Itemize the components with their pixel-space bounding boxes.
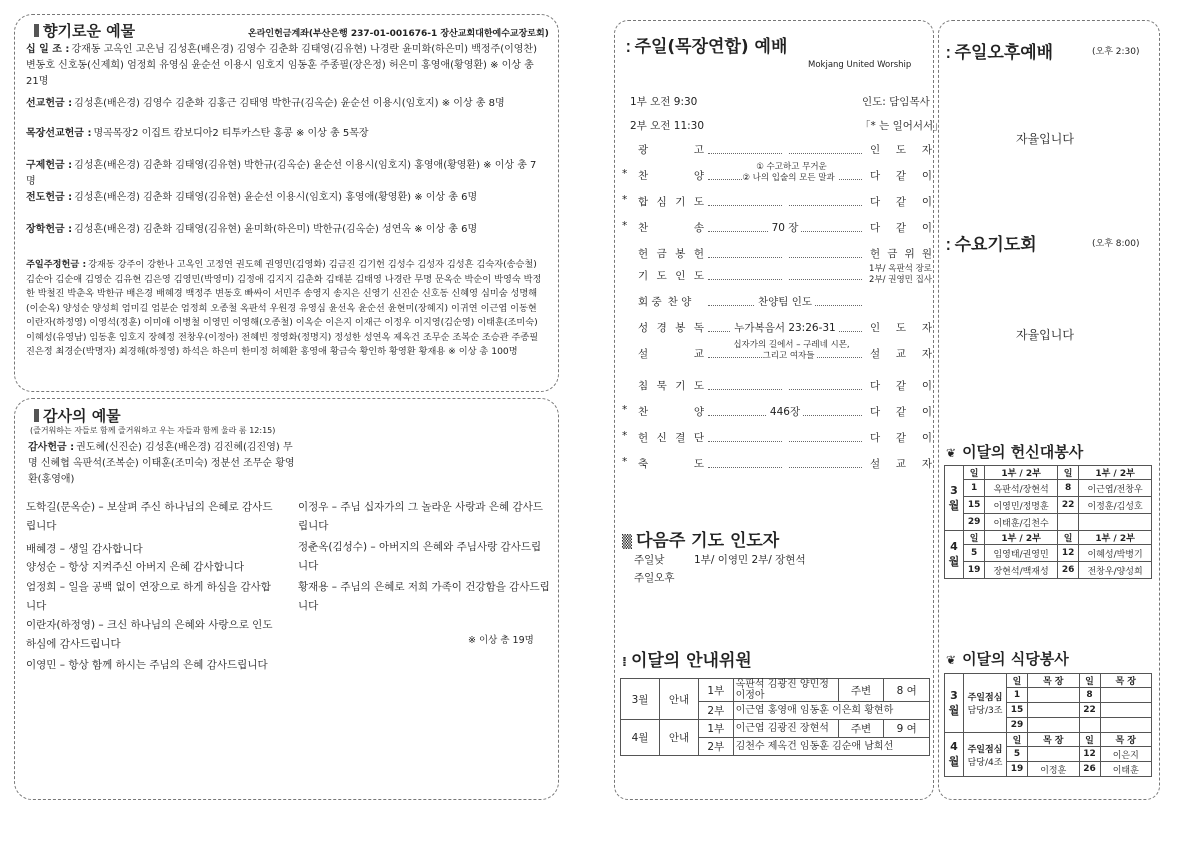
afternoon-time: (오후 2:30) bbox=[1092, 47, 1140, 57]
offering-item-label: 목장선교헌금 : bbox=[26, 128, 92, 139]
thanks-note: 정춘옥(김성수) – 아버지의 은혜와 주님사랑 감사드립니다 bbox=[298, 541, 542, 572]
service-time2: 2부 오전 11:30 bbox=[630, 120, 705, 132]
offering-item bbox=[26, 190, 546, 206]
worship-detail bbox=[708, 320, 862, 335]
devotion-row bbox=[945, 562, 1152, 579]
leaf-icon: ❦ bbox=[946, 653, 957, 667]
worship-item: 침 묵 기 도 bbox=[638, 380, 704, 392]
kitchen-group: 이은지 bbox=[1100, 747, 1152, 762]
kitchen-sub-text: 담당/3조 bbox=[967, 706, 1003, 716]
worship-leader: 1부/ 옥판석 장로 2부/ 권영민 집사 bbox=[869, 264, 932, 285]
kitchen-col-header: 목 장 bbox=[1100, 674, 1152, 688]
offering-item-label: 선교헌금 : bbox=[26, 98, 73, 109]
devotion-day: 15 bbox=[964, 497, 985, 514]
offering-item-text: 김성흔(배은경) 김영수 김춘화 김홍근 김태영 박한규(김옥순) 윤순선 이용시(임호지) ※ 이상 총 8명 bbox=[74, 98, 505, 109]
offering-item-label: 전도헌금 : bbox=[26, 192, 73, 203]
hatch-icon: ⁞ bbox=[622, 655, 627, 670]
wednesday-title-text: 수요기도회 bbox=[954, 235, 1037, 255]
ushers-part: 2부 bbox=[699, 702, 734, 720]
ushers-role: 안내 bbox=[660, 679, 699, 720]
service-title bbox=[626, 32, 787, 57]
offering-title-text: 향기로운 예물 bbox=[43, 22, 136, 40]
devotion-day bbox=[1057, 514, 1078, 531]
ushers-title bbox=[622, 646, 752, 671]
worship-leader: 다 같 이 bbox=[870, 170, 932, 182]
devotion-names: 장현석/백재성 bbox=[985, 562, 1058, 579]
devotion-row bbox=[945, 497, 1152, 514]
title-bar-icon bbox=[34, 409, 39, 422]
offering-item-text: 김성흔(배은경) 김춘화 김태영(김유현) 박한규(김옥순) 윤순선 이용시(임호지) 홍영애(황영환) ※ 이상 총 7명 bbox=[26, 160, 537, 187]
dots-icon: ⁚ bbox=[626, 41, 631, 55]
kitchen-header bbox=[945, 674, 1152, 688]
worship-detail-text bbox=[782, 142, 788, 154]
kitchen-group bbox=[1100, 688, 1152, 703]
hatch-icon: ▒ bbox=[622, 535, 632, 550]
worship-detail bbox=[728, 162, 852, 184]
kitchen-group bbox=[1028, 718, 1080, 733]
worship-leader: 다 같 이 bbox=[870, 406, 932, 418]
worship-detail bbox=[708, 456, 862, 468]
worship-leader: 인 도 자 bbox=[870, 144, 932, 156]
worship-row bbox=[622, 162, 932, 192]
worship-detail-text: 누가복음서 23:26-31 bbox=[731, 322, 838, 334]
offering-item bbox=[26, 258, 546, 360]
worship-leader: 다 같 이 bbox=[870, 432, 932, 444]
devotion-title-text: 이달의 헌신대봉사 bbox=[962, 443, 1084, 461]
worship-detail bbox=[708, 430, 862, 442]
kitchen-day: 1 bbox=[1007, 688, 1028, 703]
kitchen-day: 5 bbox=[1007, 747, 1028, 762]
thanks-note: 이란자(하정영) – 크신 하나님의 은혜와 사랑으로 인도하심에 감사드립니다 bbox=[26, 619, 273, 650]
kitchen-day: 26 bbox=[1079, 762, 1100, 777]
offering-item bbox=[26, 126, 546, 142]
next-leaders-title bbox=[622, 526, 779, 551]
worship-detail bbox=[708, 378, 862, 390]
worship-detail-text bbox=[782, 430, 788, 442]
dots-icon: ⁚ bbox=[946, 47, 951, 61]
worship-detail-text: 70 장 bbox=[769, 222, 802, 234]
kitchen-sub-text: 담당/4조 bbox=[967, 757, 1003, 768]
kitchen-day: 8 bbox=[1079, 688, 1100, 703]
worship-item-text: 찬 양 bbox=[667, 296, 692, 308]
thanks-note: 양성순 – 항상 지켜주신 아버지 은혜 감사합니다 bbox=[26, 561, 244, 573]
kitchen-month: 4월 bbox=[945, 733, 964, 777]
kitchen-title-text: 이달의 식당봉사 bbox=[962, 650, 1069, 668]
offering-item bbox=[26, 222, 546, 238]
kitchen-day: 12 bbox=[1079, 747, 1100, 762]
devotion-day: 22 bbox=[1057, 497, 1078, 514]
ushers-names: 김천수 제옥건 임동훈 김순애 남희선 bbox=[733, 738, 929, 756]
ushers-part: 2부 bbox=[699, 738, 734, 756]
devotion-month: 4월 bbox=[945, 531, 964, 579]
worship-item: 광 고 bbox=[638, 144, 704, 156]
kitchen-label bbox=[964, 733, 1007, 777]
offering-item-text: 강재동 고옥인 고은님 김성흔(배은경) 김영수 김춘화 김태영(김유현) 나경란 윤미화(하은미) 백정주(이영찬) 변동호 신호동(신제희) 엄정희 유영심 윤순선 이용시 임호지 임동훈 주종필(장은정) 허은미 홍영애(황영환) ※ 이상 총 21명 bbox=[26, 44, 537, 87]
thanks-note: 이영민 – 항상 함께 하시는 주님의 은혜 감사드립니다 bbox=[26, 659, 268, 671]
thanks-givers bbox=[28, 440, 298, 488]
ushers-part: 1부 bbox=[699, 679, 734, 702]
dots-icon: ⁚ bbox=[946, 239, 951, 253]
devotion-month: 3월 bbox=[945, 466, 964, 531]
devotion-col-header: 일 bbox=[1057, 466, 1078, 480]
worship-leader: 인 도 자 bbox=[870, 322, 932, 334]
kitchen-day: 15 bbox=[1007, 703, 1028, 718]
worship-item: 헌 신 결 단 bbox=[638, 432, 704, 444]
kitchen-group bbox=[1100, 718, 1152, 733]
ushers-row bbox=[621, 720, 930, 738]
thanks-label: 감사헌금 : bbox=[28, 442, 75, 453]
worship-row bbox=[622, 220, 932, 244]
ushers-week-count: 9 여 bbox=[884, 720, 930, 738]
service-leader: 인도: 담임목사 bbox=[862, 96, 930, 108]
kitchen-col-header: 목 장 bbox=[1028, 674, 1080, 688]
worship-leader: 다 같 이 bbox=[870, 380, 932, 392]
devotion-names: 이혜성/박병기 bbox=[1079, 545, 1152, 562]
offering-item-text: 명곡목장2 이집트 캄보디아2 티투카스탄 홍콩 ※ 이상 총 5목장 bbox=[93, 128, 369, 139]
thanks-note: 이정우 – 주님 십자가의 그 놀라운 사랑과 은혜 감사드립니다 bbox=[298, 501, 543, 532]
ushers-week-count: 8 여 bbox=[884, 679, 930, 702]
worship-detail bbox=[708, 142, 862, 154]
afternoon-title bbox=[946, 38, 1053, 63]
thanks-givers-text: 권도혜(신진순) 김성흔(배은경) 김진혜(김진영) 무명 신혜협 옥판석(조복순) 이태훈(조미숙) 정분선 조무순 황영환(홍영애) bbox=[28, 442, 295, 485]
afternoon-text: 자율입니다 bbox=[1016, 132, 1074, 146]
ushers-names: 옥판석 김광진 양민정 이정아 bbox=[733, 679, 838, 702]
devotion-col-header: 1부 / 2부 bbox=[985, 466, 1058, 480]
devotion-names: 옥판석/장현석 bbox=[985, 480, 1058, 497]
kitchen-group: 이태훈 bbox=[1100, 762, 1152, 777]
kitchen-group bbox=[1028, 747, 1080, 762]
kitchen-col-header: 일 bbox=[1007, 733, 1028, 747]
worship-detail-text: 찬양팀 인도 bbox=[755, 296, 815, 308]
next-pm-label: 주일오후 bbox=[634, 572, 675, 584]
kitchen-day: 29 bbox=[1007, 718, 1028, 733]
ushers-role: 안내 bbox=[660, 720, 699, 756]
offering-item-label: 장학헌금 : bbox=[26, 224, 73, 235]
ushers-names: 이근엽 홍영애 임동훈 이은희 황현하 bbox=[733, 702, 929, 720]
ushers-row bbox=[621, 679, 930, 702]
worship-item: 기 도 인 도 bbox=[638, 270, 704, 282]
next-title-text: 다음주 기도 인도자 bbox=[636, 531, 780, 551]
offering-item bbox=[26, 96, 546, 112]
kitchen-day: 19 bbox=[1007, 762, 1028, 777]
worship-item: 설 교 bbox=[638, 348, 704, 360]
devotion-col-header: 1부 / 2부 bbox=[1079, 466, 1152, 480]
ushers-names: 이근엽 김광진 장현석 bbox=[733, 720, 838, 738]
kitchen-table bbox=[944, 673, 1152, 777]
devotion-col-header: 일 bbox=[964, 531, 985, 545]
stand-mark: * bbox=[622, 456, 628, 468]
worship-item: 성 경 봉 독 bbox=[638, 322, 704, 334]
kitchen-day: 22 bbox=[1079, 703, 1100, 718]
ushers-week-label: 주변 bbox=[838, 679, 884, 702]
worship-row bbox=[622, 340, 932, 370]
stand-mark: * bbox=[622, 220, 628, 232]
devotion-day: 1 bbox=[964, 480, 985, 497]
worship-row bbox=[622, 194, 932, 218]
worship-detail bbox=[708, 294, 862, 309]
kitchen-title bbox=[946, 648, 1069, 669]
worship-detail-text bbox=[782, 268, 788, 280]
worship-item: 찬 양 bbox=[638, 170, 704, 182]
kitchen-group bbox=[1028, 688, 1080, 703]
kitchen-label-text: 주일점심 bbox=[967, 744, 1003, 755]
worship-leader: 설 교 자 bbox=[870, 458, 932, 470]
worship-detail bbox=[728, 340, 852, 362]
kitchen-day bbox=[1079, 718, 1100, 733]
afternoon-title-text: 주일오후예배 bbox=[954, 43, 1054, 63]
devotion-row bbox=[945, 480, 1152, 497]
devotion-day: 5 bbox=[964, 545, 985, 562]
worship-leader: 설 교 자 bbox=[870, 348, 932, 360]
devotion-day: 26 bbox=[1057, 562, 1078, 579]
kitchen-col-header: 일 bbox=[1007, 674, 1028, 688]
thanks-note: 엄정희 – 일을 공백 없이 연장으로 하게 하심을 감사합니다 bbox=[26, 581, 271, 612]
devotion-names: 이태훈/김천수 bbox=[985, 514, 1058, 531]
devotion-title bbox=[946, 441, 1083, 462]
ushers-week-label: 주변 bbox=[838, 720, 884, 738]
title-bar-icon bbox=[34, 24, 39, 37]
worship-item: 찬 송 bbox=[638, 222, 704, 234]
devotion-day: 8 bbox=[1057, 480, 1078, 497]
worship-detail-text: ① 수고하고 무거운 ② 나의 입술의 모든 말과 bbox=[742, 162, 837, 183]
thanks-note: 배혜경 – 생일 감사합니다 bbox=[26, 543, 143, 555]
devotion-day: 19 bbox=[964, 562, 985, 579]
worship-row bbox=[622, 456, 932, 480]
wednesday-time: (오후 8:00) bbox=[1092, 239, 1140, 249]
worship-detail bbox=[708, 246, 862, 258]
stand-mark: * bbox=[622, 194, 628, 206]
thanks-note: 도학길(문옥순) – 보살펴 주신 하나님의 은혜로 감사드립니다 bbox=[26, 501, 273, 532]
thanks-note: 황재용 – 주님의 은혜로 저희 가족이 건강함을 감사드립니다 bbox=[298, 581, 550, 612]
worship-detail-text bbox=[782, 246, 788, 258]
thanks-total: ※ 이상 총 19명 bbox=[468, 635, 534, 646]
ushers-title-text: 이달의 안내위원 bbox=[630, 651, 752, 671]
next-names: 1부/ 이영민 2부/ 장현석 bbox=[694, 554, 806, 566]
worship-row bbox=[622, 404, 932, 428]
devotion-day: 12 bbox=[1057, 545, 1078, 562]
worship-item bbox=[638, 294, 704, 309]
offering-item-label: 주일주정헌금 : bbox=[26, 259, 87, 270]
devotion-col-header: 일 bbox=[1057, 531, 1078, 545]
next-day-label: 주일낮 bbox=[634, 554, 665, 566]
offering-item bbox=[26, 158, 546, 190]
worship-row bbox=[622, 430, 932, 454]
kitchen-month: 3월 bbox=[945, 674, 964, 733]
kitchen-label-text: 주일점심 bbox=[967, 693, 1003, 703]
worship-item: 찬 양 bbox=[638, 406, 704, 418]
worship-detail-text bbox=[782, 194, 788, 206]
thanks-subtitle: (즐거워하는 자들로 함께 즐거워하고 우는 자들과 함께 울라 롬 12:15) bbox=[30, 426, 276, 435]
worship-row bbox=[622, 264, 932, 292]
stand-mark: * bbox=[622, 404, 628, 416]
devotion-row bbox=[945, 514, 1152, 531]
worship-leader: 헌 금 위 원 bbox=[870, 248, 932, 260]
worship-item: 헌 금 봉 헌 bbox=[638, 248, 704, 260]
stand-mark: * bbox=[622, 168, 628, 180]
worship-detail-text bbox=[782, 378, 788, 390]
devotion-names: 전창우/양성희 bbox=[1079, 562, 1152, 579]
stand-note: 「* 는 일어서서」 bbox=[860, 120, 944, 132]
devotion-names: 이영민/정명훈 bbox=[985, 497, 1058, 514]
stand-mark: * bbox=[622, 430, 628, 442]
kitchen-group: 이정훈 bbox=[1028, 762, 1080, 777]
worship-leader: 다 같 이 bbox=[870, 196, 932, 208]
worship-detail-text: 십자가의 길에서 – 구레네 시몬, 그리고 여자들 bbox=[730, 340, 849, 361]
devotion-names bbox=[1079, 514, 1152, 531]
wednesday-text: 자율입니다 bbox=[1016, 328, 1074, 342]
devotion-col-header: 1부 / 2부 bbox=[985, 531, 1058, 545]
service-subtitle: Mokjang United Worship bbox=[808, 60, 912, 70]
worship-detail bbox=[708, 404, 862, 419]
kitchen-label bbox=[964, 674, 1007, 733]
wednesday-title bbox=[946, 230, 1037, 255]
service-time1: 1부 오전 9:30 bbox=[630, 96, 698, 108]
thanks-title-text: 감사의 예물 bbox=[43, 407, 121, 425]
devotion-names: 이근엽/전창우 bbox=[1079, 480, 1152, 497]
kitchen-group bbox=[1100, 703, 1152, 718]
kitchen-col-header: 일 bbox=[1079, 733, 1100, 747]
worship-detail bbox=[708, 268, 862, 280]
worship-item-pre: 회 중 bbox=[638, 296, 662, 308]
offering-item bbox=[26, 42, 546, 90]
offering-account: 온라인헌금계좌(부산은행 237-01-001676-1 장산교회대한예수교장로회) bbox=[248, 29, 549, 39]
devotion-col-header: 일 bbox=[964, 466, 985, 480]
offering-item-text: 김성흔(배은경) 김춘화 김태영(김유현) 윤미화(하은미) 박한규(김옥순) 성연옥 ※ 이상 총 6명 bbox=[74, 224, 478, 235]
service-title-text: 주일(목장연합) 예배 bbox=[634, 37, 788, 57]
kitchen-header bbox=[945, 733, 1152, 747]
kitchen-col-header: 일 bbox=[1079, 674, 1100, 688]
offering-item-text: 강재동 강주이 강한나 고옥인 고정연 권도혜 권영민(김영화) 김금진 김기헌 김성수 김성자 김성흔 김숙자(송승철) 김순아 김순애 김영순 김유현 김은영 김영민(박영미) 김정애 김지지 김춘화 김태분 김태영 나경란 무명 문옥순 박순이 박영숙 박정한 박철진 박춘옥 박한규 배은경 배혜경 백정주 변동호 빠싸이 서민주 송영지 송지은 신영기 신진순 신호동 신혜영 심미숨 성명해(이순옥) 양성순 양성희 엄미길 엄분순 엄정희 오종철 옥판석 우원경 유영심 윤선옥 윤순선 윤현미(장혜지) 이귀연 이근엽 이동현 이란자(하정영) 이영석(정훈) 이미애 이병철 이영민 이영해(오종철) 이옥순 이은지 이재근 이정우 이지영(김순영) 이태훈(조미숙) 이혜성(유영남) 임동훈 임호지 장혜정 전창우(이정아) 전혜빈 정영화(정명지) 정성한 성연옥 제옥건 조무순 조복순 조승관 주종필 진은정 최경순(박명자) 최경해(하정영) 하석은 하은미 한미정 허혜환 홍영애 황금숙 황인하 황영환 황재용 ※ 이상 총 100명 bbox=[26, 259, 542, 357]
thanks-title bbox=[34, 405, 121, 426]
devotion-names: 임영태/권영민 bbox=[985, 545, 1058, 562]
ushers-month: 3월 bbox=[621, 679, 660, 720]
offering-item-text: 김성흔(배은경) 김춘화 김태영(김유현) 윤순선 이용시(임호지) 홍영애(황영환) ※ 이상 총 6명 bbox=[74, 192, 478, 203]
worship-detail bbox=[708, 220, 862, 235]
devotion-header bbox=[945, 466, 1152, 480]
kitchen-col-header: 목 장 bbox=[1100, 733, 1152, 747]
worship-detail bbox=[708, 194, 862, 206]
devotion-names: 이정훈/김성호 bbox=[1079, 497, 1152, 514]
worship-item: 축 도 bbox=[638, 458, 704, 470]
worship-item: 합 심 기 도 bbox=[638, 196, 704, 208]
worship-row bbox=[622, 294, 932, 318]
offering-title bbox=[34, 20, 135, 41]
ushers-table bbox=[620, 678, 930, 756]
worship-detail-text: 446장 bbox=[767, 406, 803, 418]
devotion-row bbox=[945, 545, 1152, 562]
devotion-day: 29 bbox=[964, 514, 985, 531]
kitchen-col-header: 목 장 bbox=[1028, 733, 1080, 747]
devotion-header bbox=[945, 531, 1152, 545]
worship-detail-text bbox=[782, 456, 788, 468]
worship-leader: 다 같 이 bbox=[870, 222, 932, 234]
worship-row bbox=[622, 378, 932, 402]
kitchen-group bbox=[1028, 703, 1080, 718]
offering-item-label: 구제헌금 : bbox=[26, 160, 73, 171]
devotion-table bbox=[944, 465, 1152, 579]
devotion-col-header: 1부 / 2부 bbox=[1079, 531, 1152, 545]
offering-item-label: 십 일 조 : bbox=[26, 44, 70, 55]
ushers-month: 4월 bbox=[621, 720, 660, 756]
ushers-part: 1부 bbox=[699, 720, 734, 738]
leaf-icon: ❦ bbox=[946, 446, 957, 460]
